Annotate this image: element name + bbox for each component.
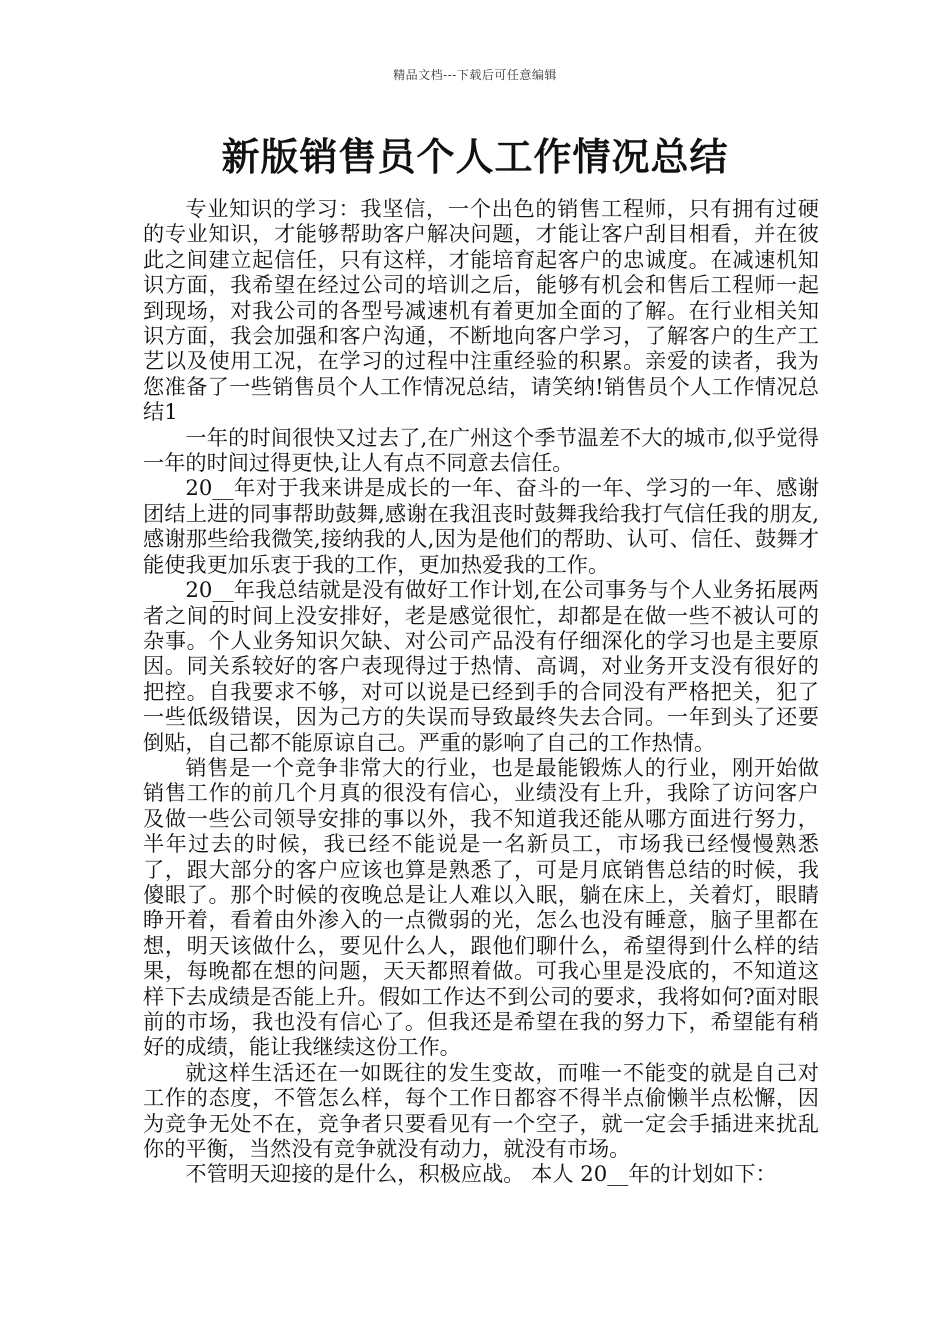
paragraph-6: 就这样生活还在一如既往的发生变故，而唯一不能变的就是自己对工作的态度，不管怎么样，每个工作日都容不得半点偷懒半点松懈，因为竞争无处不在，竞争者只要看见有一个空子，就一定会手插进来扰乱你的平衡，当然没有竞争就没有动力，就没有市场。 xyxy=(143,1059,819,1162)
paragraph-5: 销售是一个竞争非常大的行业，也是最能锻炼人的行业，刚开始做销售工作的前几个月真的很没有信心，业绩没有上升，我除了访问客户及做一些公司领导安排的事以外，我不知道我还能从哪方面进行努力，半年过去的时候，我已经不能说是一名新员工，市场我已经慢慢熟悉了，跟大部分的客户应该也算是熟悉了，可是月底销售总结的时候，我傻眼了。那个时候的夜晚总是让人难以入眠，躺在床上，关着灯，眼睛睁开着，看着由外渗入的一点微弱的光，怎么也没有睡意，脑子里都在想，明天该做什么，要见什么人，跟他们聊什么，希望得到什么样的结果，每晚都在想的问题，天天都照着做。可我心里是没底的，不知道这样下去成绩是否能上升。假如工作达不到公司的要求，我将如何?面对眼前的市场，我也没有信心了。但我还是希望在我的努力下，希望能有稍好的成绩，能让我继续这份工作。 xyxy=(143,754,819,1060)
paragraph-4: 20__年我总结就是没有做好工作计划,在公司事务与个人业务拓展两者之间的时间上没安排好，老是感觉很忙，却都是在做一些不被认可的杂事。个人业务知识欠缺、对公司产品没有仔细深化的学习也是主要原因。同关系较好的客户表现得过于热情、高调，对业务开支没有很好的把控。自我要求不够，对可以说是已经到手的合同没有严格把关，犯了一些低级错误，因为己方的失误而导致最终失去合同。一年到头了还要倒贴，自己都不能原谅自己。严重的影响了自己的工作热情。 xyxy=(143,577,819,755)
paragraph-3: 20__年对于我来讲是成长的一年、奋斗的一年、学习的一年、感谢团结上进的同事帮助鼓舞,感谢在我沮丧时鼓舞我给我打气信任我的朋友,感谢那些给我微笑,接纳我的人,因为是他们的帮助、认可、信任、鼓舞才能使我更加乐衷于我的工作，更加热爱我的工作。 xyxy=(143,475,819,577)
document-title: 新版销售员个人工作情况总结 xyxy=(221,134,729,179)
header-note: 精品文档---下载后可任意编辑 xyxy=(393,68,557,82)
paragraph-1: 专业知识的学习：我坚信，一个出色的销售工程师，只有拥有过硬的专业知识，才能够帮助客户解决问题，才能让客户刮目相看，并在彼此之间建立起信任，只有这样，才能培育起客户的忠诚度。在减速机知识方面，我希望在经过公司的培训之后，能够有机会和售后工程师一起到现场，对我公司的各型号减速机有着更加全面的了解。在行业相关知识方面，我会加强和客户沟通，不断地向客户学习，了解客户的生产工艺以及使用工况，在学习的过程中注重经验的积累。亲爱的读者，我为您准备了一些销售员个人工作情况总结，请笑纳!销售员个人工作情况总结1 xyxy=(143,196,819,425)
document-body xyxy=(143,196,819,1187)
paragraph-7: 不管明天迎接的是什么，积极应战。 本人 20__年的计划如下： xyxy=(185,1161,777,1187)
paragraph-2: 一年的时间很快又过去了,在广州这个季节温差不大的城市,似乎觉得一年的时间过得更快,让人有点不同意去信任。 xyxy=(143,424,819,476)
